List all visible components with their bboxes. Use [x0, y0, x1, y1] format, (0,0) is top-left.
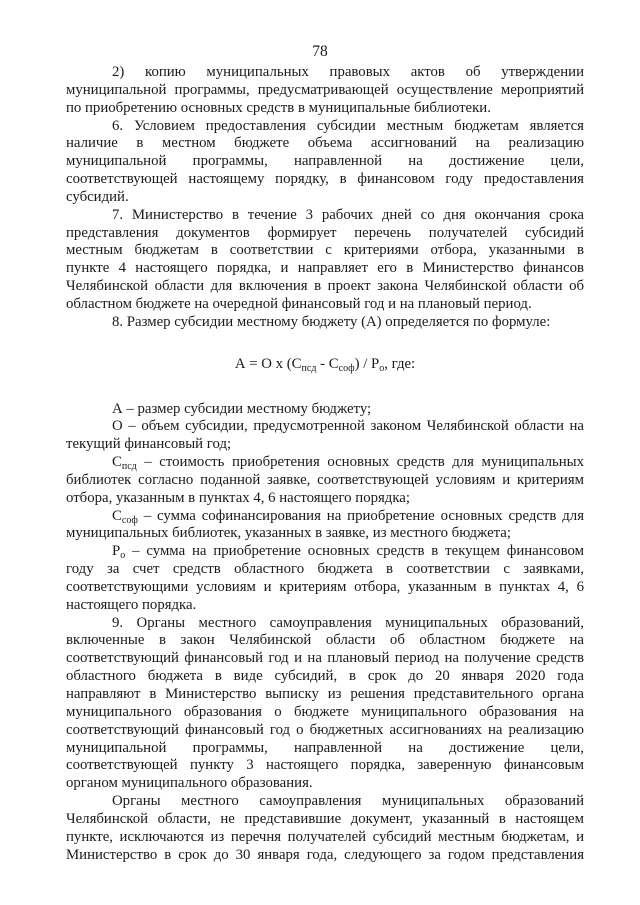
symbol-subscript: соф — [121, 514, 138, 526]
formula-part: А = О х (С — [234, 355, 302, 372]
text-line: 7. Министерство в течение 3 рабочих дней со дня окончания срока — [112, 206, 584, 223]
text-fragment: – сумма софинансирования на приобретение основных средств для — [137, 507, 584, 524]
text-line: наличие в местном бюджете объема ассигнований на реализацию — [66, 135, 584, 152]
text-fragment: – стоимость приобретения основных средств для муниципальных — [136, 454, 584, 471]
formula-subscript: о — [379, 362, 385, 374]
text-line — [66, 543, 584, 561]
text-line: Челябинской области, не представившие документ, указанный в настоящем — [66, 810, 584, 827]
text-line: по приобретению основных средств в муниципальные библиотеки. — [66, 99, 491, 116]
text-line: областного бюджета в виде субсидий, в срок до 20 января 2020 года — [66, 668, 584, 685]
text-line: 2) копию муниципальных правовых актов об утверждении — [112, 64, 584, 80]
formula-part: ) / Р — [354, 355, 380, 372]
text-line: Челябинской области для включения в проект закона Челябинской области об — [66, 278, 584, 295]
text-line: текущий финансовый год; — [66, 436, 232, 453]
text-line: настоящего порядка. — [66, 596, 197, 613]
text-line: муниципальных библиотек, указанных в заявке, из местного бюджета; — [66, 525, 511, 542]
text-line: соответствующий финансовый год и на плановый период на получение средств — [66, 650, 584, 667]
text-line — [66, 508, 584, 526]
text-line: представления документов формирует перечень получателей субсидий — [66, 224, 584, 241]
text-line: библиотек согласно поданной заявке, соответствующей условиям и критериям — [66, 471, 584, 488]
text-line: направляют в Министерство выписку из решения представительного органа — [66, 686, 584, 702]
symbol-subscript: о — [120, 550, 126, 562]
formula — [66, 356, 584, 374]
text-line: субсидий. — [66, 188, 129, 205]
text-line: местным бюджетам в соответствии с критериями отбора, указанными в — [66, 242, 584, 259]
formula-part: , где: — [384, 355, 416, 372]
text-line — [66, 454, 584, 472]
text-line: пункте, исключаются из перечня получателей субсидий местным бюджетам, и — [66, 828, 584, 845]
text-line: пункте 4 настоящего порядка, и направляет его в Министерство финансов — [66, 260, 584, 277]
text-line: включенные в закон Челябинской области об областном бюджете на — [66, 632, 584, 649]
text-line: областном бюджете на очередной финансовый год и на плановый период. — [66, 295, 532, 312]
text-line: О – объем субсидии, предусмотренной законом Челябинской области на — [112, 418, 584, 435]
text-line: соответствующей пункту 3 настоящего порядка, заверенную финансовым — [66, 757, 584, 774]
symbol-subscript: псд — [121, 461, 137, 473]
formula-subscript: соф — [338, 362, 355, 374]
formula-subscript: псд — [301, 362, 317, 374]
page-number: 78 — [312, 43, 328, 60]
text-line: Органы местного самоуправления муниципальных образований — [112, 793, 584, 810]
text-line: отбора, указанным в пунктах 4, 6 настоящего порядка; — [66, 489, 410, 506]
text-line: 8. Размер субсидии местному бюджету (А) определяется по формуле: — [112, 313, 551, 330]
text-line: муниципального образования о бюджете муниципального образования на — [66, 703, 584, 720]
text-line: муниципальной программы, предусматривающей осуществление мероприятий — [66, 81, 584, 98]
text-line: А – размер субсидии местному бюджету; — [112, 400, 372, 417]
text-line: муниципальной программы, направленной на достижение цели, — [66, 739, 584, 756]
text-fragment: – сумма на приобретение основных средств в текущем финансовом — [125, 543, 584, 560]
text-line: соответствующей настоящему порядку, в финансовом году предоставления — [66, 171, 584, 188]
text-line: году за счет средств областного бюджета в соответствии с заявками, — [66, 561, 584, 578]
text-line: муниципальной программы, направленной на достижение цели, — [66, 153, 584, 170]
text-line: 9. Органы местного самоуправления муниципальных образований, — [112, 614, 584, 631]
symbol-main: Р — [112, 543, 121, 560]
symbol-main: С — [112, 454, 122, 471]
text-line: Министерство в срок до 30 января года, следующего за годом представления — [66, 846, 584, 863]
text-line: органом муниципального образования. — [66, 775, 313, 792]
text-line: соответствующий финансовый год о бюджетных ассигнованиях на реализацию — [66, 721, 584, 738]
text-line: соответствующими условиям и критериям отбора, указанным в пунктах 4, 6 — [66, 578, 584, 595]
text-line: 6. Условием предоставления субсидии местным бюджетам является — [112, 117, 584, 134]
document-body — [66, 64, 584, 864]
symbol-main: С — [112, 507, 122, 524]
formula-part: - С — [316, 355, 339, 372]
